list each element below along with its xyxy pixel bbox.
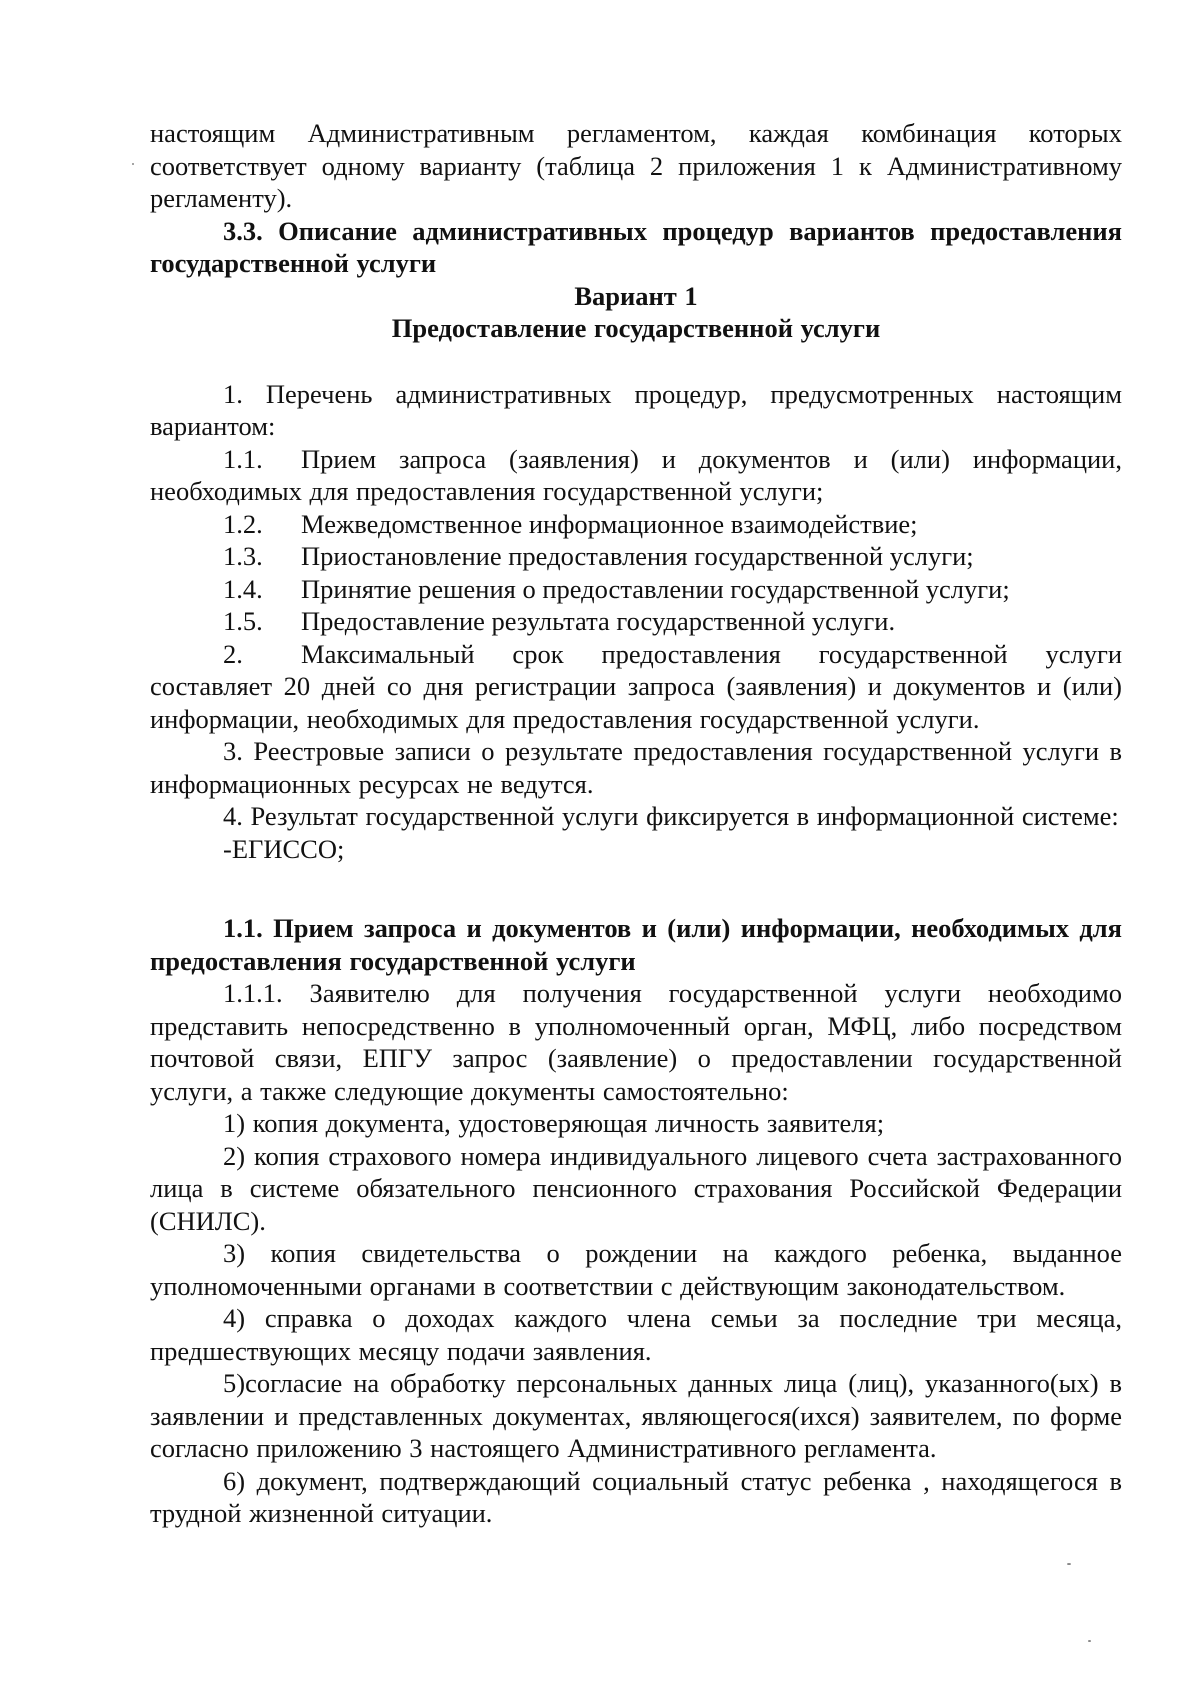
paragraph-procedures-list: 1. Перечень административных процедур, предусмотренных настоящим вариантом: <box>150 378 1122 441</box>
list-item-number: 1.1. <box>223 443 263 474</box>
variant-subtitle: Предоставление государственной услуги <box>391 313 881 343</box>
document-item-4: 4) справка о доходах каждого члена семьи за последние три месяца, предшествующих месяцу подачи заявления. <box>150 1303 1122 1366</box>
system-name-egisso: -ЕГИССО; <box>223 833 345 864</box>
paragraph-intro-line-3: регламенту). <box>150 183 293 213</box>
paragraph-intro-line-1: настоящим Административным регламентом, каждая комбинация которых <box>150 118 1122 148</box>
section-heading-1-1: 1.1. Прием запроса и документов и (или) информации, необходимых для предоставления государственной услуги <box>150 913 1122 976</box>
document-item-6: 6) документ, подтверждающий социальный статус ребенка , находящегося в трудной жизненной ситуации. <box>150 1465 1122 1528</box>
list-item-2 <box>223 638 1122 671</box>
list-item-1-1-continuation: необходимых для предоставления государственной услуги; <box>150 476 824 506</box>
section-heading-3-3: 3.3. Описание административных процедур вариантов предоставления государственной услуги <box>150 215 1122 278</box>
list-item-number: 1.2. <box>223 508 263 539</box>
document-item-2: 2) копия страхового номера индивидуального лицевого счета застрахованного лица в системе обязательного пенсионного страхования Российской Федерации (СНИЛС). <box>150 1140 1122 1236</box>
list-item-text: Прием запроса (заявления) и документов и (или) информации, <box>301 443 1122 474</box>
document-item-1: 1) копия документа, удостоверяющая личность заявителя; <box>223 1108 885 1138</box>
paragraph-intro-line-2: соответствует одному варианту (таблица 2 приложения 1 к Административному <box>150 150 1122 181</box>
list-item-1-4 <box>223 573 1122 606</box>
document-item-5: 5)согласие на обработку персональных данных лица (лиц), указанного(ых) в заявлении и представленных документах, являющегося(ихся) заявителем, по форме согласно приложению 3 настоящего Административного регламента. <box>150 1368 1122 1463</box>
list-item-1-5 <box>223 605 1122 638</box>
list-item-1-1 <box>223 443 1122 476</box>
variant-title: Вариант 1 <box>574 280 698 311</box>
paragraph-result-system: 4. Результат государственной услуги фиксируется в информационной системе: <box>223 801 1119 831</box>
list-item-number: 1.5. <box>223 606 263 636</box>
document-page <box>150 117 1122 1530</box>
scan-speck <box>1067 1563 1071 1565</box>
scan-speck <box>132 163 134 165</box>
list-item-text: Принятие решения о предоставлении государственной услуги; <box>301 573 1010 604</box>
list-item-number: 1.4. <box>223 573 263 604</box>
list-item-1-2 <box>223 508 1122 541</box>
paragraph-registry-records: 3. Реестровые записи о результате предоставления государственной услуги в информационных ресурсах не ведутся. <box>150 736 1122 799</box>
list-item-2-continuation: составляет 20 дней со дня регистрации запроса (заявления) и документов и (или) информации, необходимых для предоставления государственной услуги. <box>150 671 1122 734</box>
scan-speck <box>1088 1640 1091 1642</box>
paragraph-1-1-1: 1.1.1. Заявителю для получения государственной услуги необходимо представить непосредственно в уполномоченный орган, МФЦ, либо посредством почтовой связи, ЕПГУ запрос (заявление) о предоставлении государственной услуги, а также следующие документы самостоятельно: <box>150 978 1122 1106</box>
list-item-text: Максимальный срок предоставления государственной услуги <box>301 638 1122 669</box>
list-item-text: Приостановление предоставления государственной услуги; <box>301 541 974 571</box>
list-item-text: Межведомственное информационное взаимодействие; <box>301 508 918 539</box>
list-item-number: 2. <box>223 638 243 669</box>
document-item-3: 3) копия свидетельства о рождении на каждого ребенка, выданное уполномоченными органами в соответствии с действующим законодательством. <box>150 1238 1122 1301</box>
list-item-number: 1.3. <box>223 541 263 571</box>
list-item-1-3 <box>223 540 1122 573</box>
list-item-text: Предоставление результата государственной услуги. <box>301 606 896 636</box>
